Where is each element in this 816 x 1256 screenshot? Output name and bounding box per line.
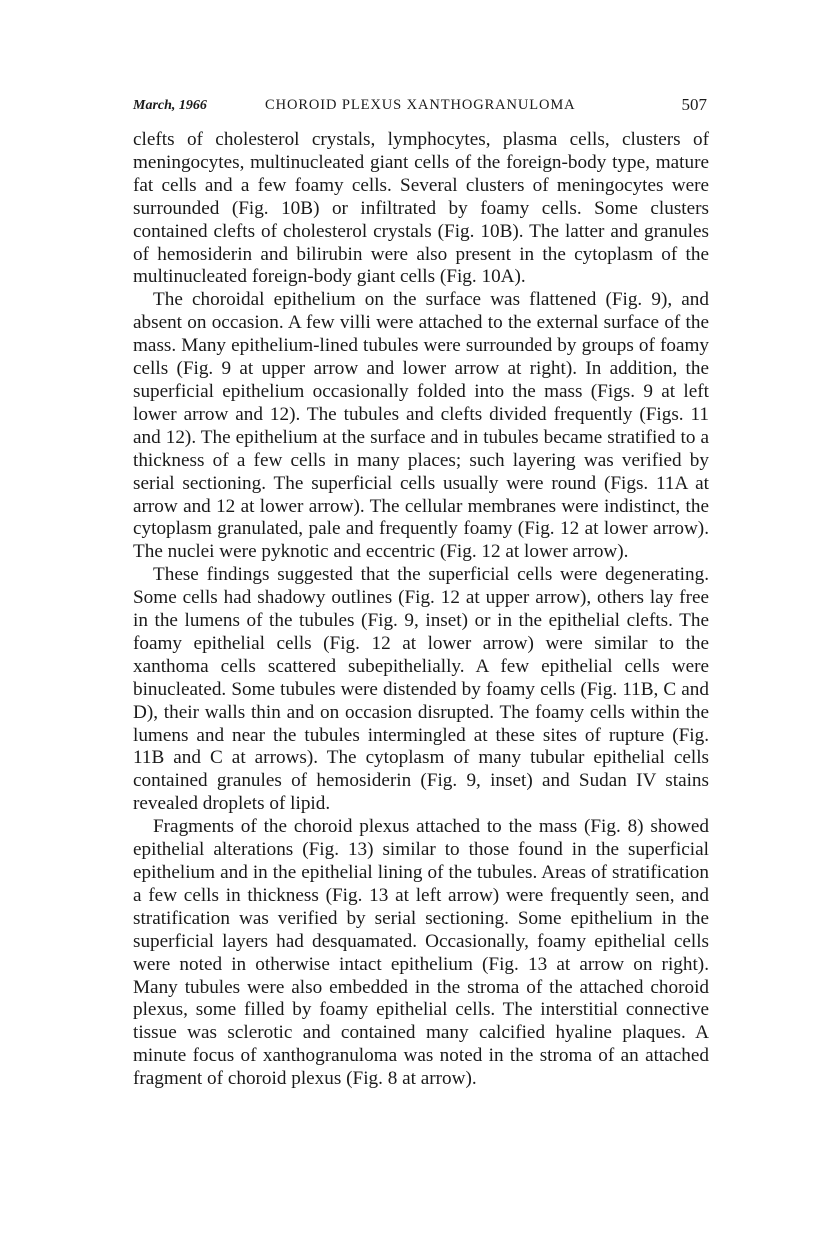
paragraph-continued: clefts of cholesterol crystals, lymphocytes, plasma cells, clusters of meningocytes, multinucleated giant cells of the foreign-body type, mature fat cells and a few foamy cells. Several clusters of meningocytes were surrounded (Fig. 10B) or infiltrated by foamy cells. Some clusters contained clefts of cholesterol crystals (Fig. 10B). The latter and granules of hemosiderin and bilirubin were also present in the cytoplasm of the multinucleated foreign-body giant cells (Fig. 10A). bbox=[133, 129, 709, 288]
article-body bbox=[133, 129, 709, 1091]
paragraph-attached-fragments: Fragments of the choroid plexus attached to the mass (Fig. 8) showed epithelial alterations (Fig. 13) similar to those found in the superficial epithelium and in the epithelial lining of the tubules. Areas of stratification a few cells in thickness (Fig. 13 at left arrow) were frequently seen, and stratification was verified by serial sectioning. Some epithelium in the superficial layers had desquamated. Occasionally, foamy epithelial cells were noted in otherwise intact epithelium (Fig. 13 at arrow on right). Many tubules were also embedded in the stroma of the attached choroid plexus, some filled by foamy epithelial cells. The interstitial connective tissue was sclerotic and contained many calcified hyaline plaques. A minute focus of xanthogranuloma was noted in the stroma of an attached fragment of choroid plexus (Fig. 8 at arrow). bbox=[133, 816, 709, 1090]
page-number: 507 bbox=[681, 95, 707, 114]
paragraph-degenerating-cells: These findings suggested that the superficial cells were degenerating. Some cells had shadowy outlines (Fig. 12 at upper arrow), others lay free in the lumens of the tubules (Fig. 9, inset) or in the epithelial clefts. The foamy epithelial cells (Fig. 12 at lower arrow) were similar to the xanthoma cells scattered subepithelially. A few epithelial cells were binucleated. Some tubules were distended by foamy cells (Fig. 11B, C and D), their walls thin and on occasion disrupted. The foamy cells within the lumens and near the tubules intermingled at these sites of rupture (Fig. 11B and C at arrows). The cytoplasm of many tubular epithelial cells contained granules of hemosiderin (Fig. 9, inset) and Sudan IV stains revealed droplets of lipid. bbox=[133, 564, 709, 815]
running-head bbox=[133, 94, 707, 118]
article-running-title: CHOROID PLEXUS XANTHOGRANULOMA bbox=[265, 97, 576, 113]
issue-date: March, 1966 bbox=[133, 98, 207, 113]
paragraph-choroidal-epithelium: The choroidal epithelium on the surface was flattened (Fig. 9), and absent on occasion. A few villi were attached to the external surface of the mass. Many epithelium-lined tubules were surrounded by groups of foamy cells (Fig. 9 at upper arrow and lower arrow at right). In addition, the superficial epithelium occasionally folded into the mass (Figs. 9 at left lower arrow and 12). The tubules and clefts divided frequently (Figs. 11 and 12). The epithelium at the surface and in tubules became stratified to a thickness of a few cells in many places; such layering was verified by serial sectioning. The superficial cells usually were round (Figs. 11A at arrow and 12 at lower arrow). The cellular membranes were indistinct, the cytoplasm granulated, pale and frequently foamy (Fig. 12 at lower arrow). The nuclei were pyknotic and eccentric (Fig. 12 at lower arrow). bbox=[133, 289, 709, 563]
